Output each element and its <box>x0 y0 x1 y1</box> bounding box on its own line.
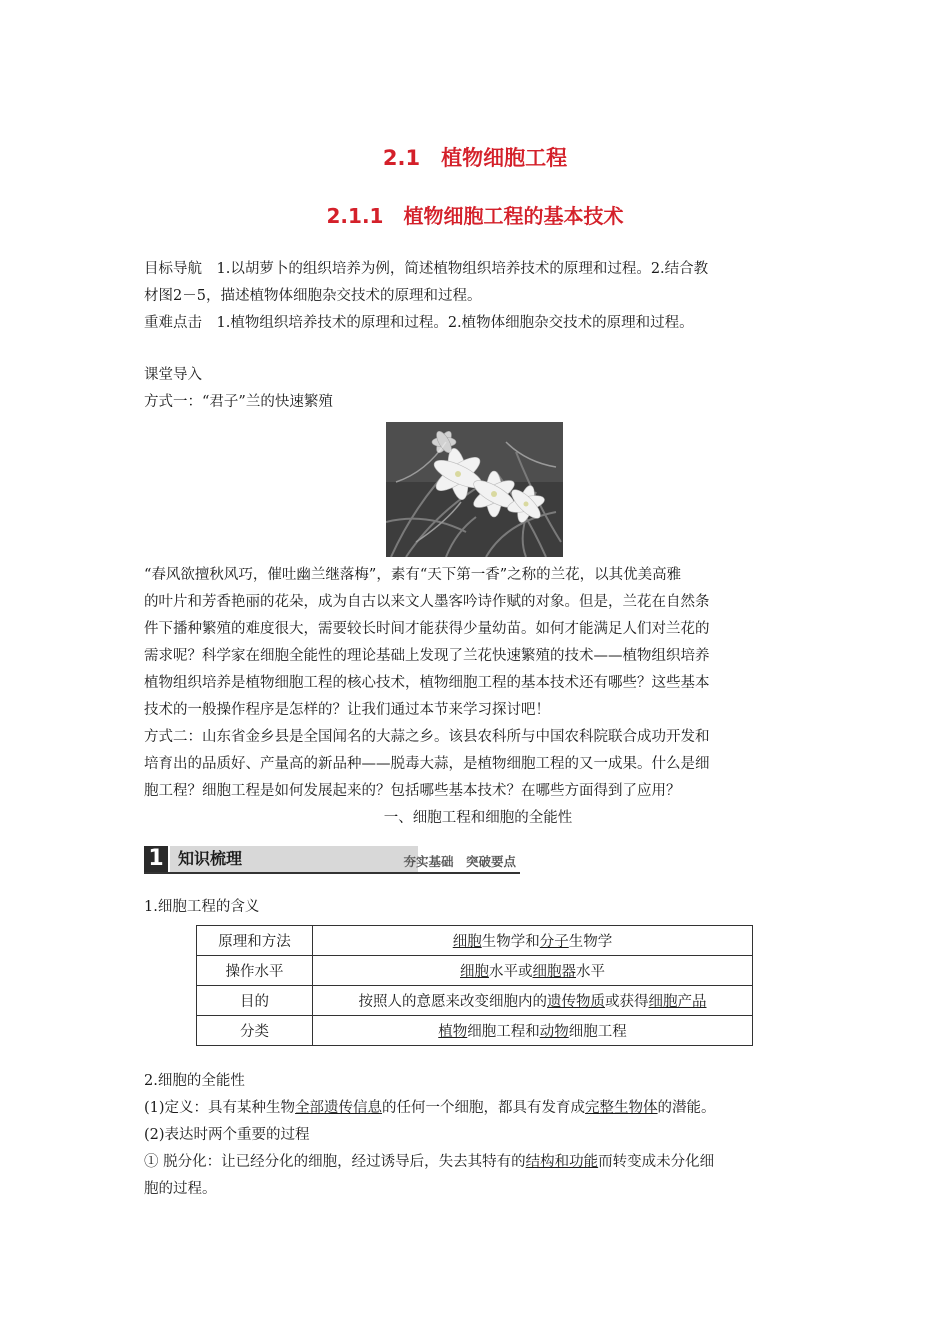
section-title: 2.1 植物细胞工程 <box>382 146 568 170</box>
goals-line-1: 目标导航 1.以胡萝卜的组织培养为例，简述植物组织培养技术的原理和过程。2.结合教 <box>144 261 709 277</box>
dedifferentiation-line <box>144 1149 812 1176</box>
table-row <box>197 956 753 986</box>
table-row-label: 操作水平 <box>197 956 313 986</box>
section-heading: 一、细胞工程和细胞的全能性 <box>383 810 573 826</box>
underlined-answer: 遗传物质 <box>547 994 605 1010</box>
table-row-value <box>313 1016 753 1046</box>
paragraph-line: 方式二：山东省金乡县是全国闻名的大蒜之乡。该县农科所与中国农科院联合成功开发和 <box>144 729 710 745</box>
text-segment: 的潜能。 <box>657 1100 716 1116</box>
table-row <box>197 926 753 956</box>
text-segment: 而转变成未分化细 <box>598 1154 715 1170</box>
banner-label: 知识梳理 <box>170 846 418 872</box>
paragraph-line: “春风欲擅秋风巧，催吐幽兰继落梅”，素有“天下第一香”之称的兰花，以其优美高雅 <box>144 567 682 583</box>
intro-heading-block <box>144 362 812 416</box>
text-segment: 水平或 <box>489 964 533 980</box>
item2-title: 2.细胞的全能性 <box>144 1073 245 1089</box>
underlined-answer: 细胞 <box>460 964 489 980</box>
text-segment: (1)定义：具有某种生物 <box>144 1100 296 1116</box>
underlined-answer: 动物 <box>539 1024 569 1040</box>
intro-heading: 课堂导入 <box>144 367 202 383</box>
table-row-label: 目的 <box>197 986 313 1016</box>
paragraph-line: 的叶片和芳香艳丽的花朵，成为自古以来文人墨客吟诗作赋的对象。但是，兰花在自然条 <box>144 594 710 610</box>
table-row-label: 原理和方法 <box>197 926 313 956</box>
definition-line <box>144 1095 812 1122</box>
cell-engineering-table <box>196 925 753 1046</box>
table-row <box>197 1016 753 1046</box>
goals-block <box>144 256 812 337</box>
text-segment: 细胞工程 <box>568 1024 627 1040</box>
underlined-answer: 细胞 <box>452 934 482 950</box>
method-one-title: 方式一：“君子”兰的快速繁殖 <box>144 394 333 410</box>
underlined-answer: 完整生物体 <box>585 1100 658 1116</box>
banner-number: 1 <box>144 846 168 872</box>
underlined-answer: 细胞产品 <box>648 994 707 1010</box>
banner-rule <box>144 872 520 874</box>
goals-line-2: 材图2－5，描述植物体细胞杂交技术的原理和过程。 <box>144 288 482 304</box>
paragraph-line: 需求呢？科学家在细胞全能性的理论基础上发现了兰花快速繁殖的技术——植物组织培养 <box>144 648 710 664</box>
text-segment: 生物学 <box>568 934 613 950</box>
subsection-title: 2.1.1 植物细胞工程的基本技术 <box>326 204 624 228</box>
key-points-line: 重难点击 1.植物组织培养技术的原理和过程。2.植物体细胞杂交技术的原理和过程。 <box>144 315 694 331</box>
item1-title: 1.细胞工程的含义 <box>144 899 260 915</box>
process-title: (2)表达时两个重要的过程 <box>144 1127 310 1143</box>
text-segment: ① 脱分化：让已经分化的细胞，经过诱导后，失去其特有的 <box>144 1154 526 1170</box>
text-segment: 按照人的意愿来改变细胞内的 <box>358 994 547 1010</box>
text-segment: 水平 <box>576 964 605 980</box>
totipotency-block <box>144 1068 812 1203</box>
paragraph-line: 技术的一般操作程序是怎样的？让我们通过本节来学习探讨吧！ <box>144 702 550 718</box>
intro-paragraph-1 <box>144 562 812 832</box>
item1-title-block <box>144 894 812 921</box>
underlined-answer: 分子 <box>539 934 569 950</box>
table-row-label: 分类 <box>197 1016 313 1046</box>
lily-flowers-photo <box>386 422 563 557</box>
table-row-value <box>313 986 753 1016</box>
knowledge-review-banner <box>144 846 520 874</box>
banner-tagline: 夯实基础 突破要点 <box>403 854 516 869</box>
text-segment: 生物学和 <box>481 934 540 950</box>
paragraph-line: 植物组织培养是植物细胞工程的核心技术，植物细胞工程的基本技术还有哪些？这些基本 <box>144 675 710 691</box>
underlined-answer: 全部遗传信息 <box>295 1100 383 1116</box>
table-row-value <box>313 926 753 956</box>
paragraph-line: 胞工程？细胞工程是如何发展起来的？包括哪些基本技术？在哪些方面得到了应用？ <box>144 783 681 799</box>
underlined-answer: 植物 <box>438 1024 468 1040</box>
table-row-value <box>313 956 753 986</box>
table-row <box>197 986 753 1016</box>
underlined-answer: 细胞器 <box>532 964 576 980</box>
paragraph-line: 件下播种繁殖的难度很大，需要较长时间才能获得少量幼苗。如何才能满足人们对兰花的 <box>144 621 710 637</box>
dedifferentiation-line-2: 胞的过程。 <box>144 1181 217 1197</box>
underlined-answer: 结构和功能 <box>525 1154 599 1170</box>
text-segment: 或获得 <box>605 994 649 1010</box>
text-segment: 的任何一个细胞，都具有发育成 <box>382 1100 586 1116</box>
paragraph-line: 培育出的品质好、产量高的新品种——脱毒大蒜，是植物细胞工程的又一成果。什么是细 <box>144 756 710 772</box>
text-segment: 细胞工程和 <box>467 1024 540 1040</box>
